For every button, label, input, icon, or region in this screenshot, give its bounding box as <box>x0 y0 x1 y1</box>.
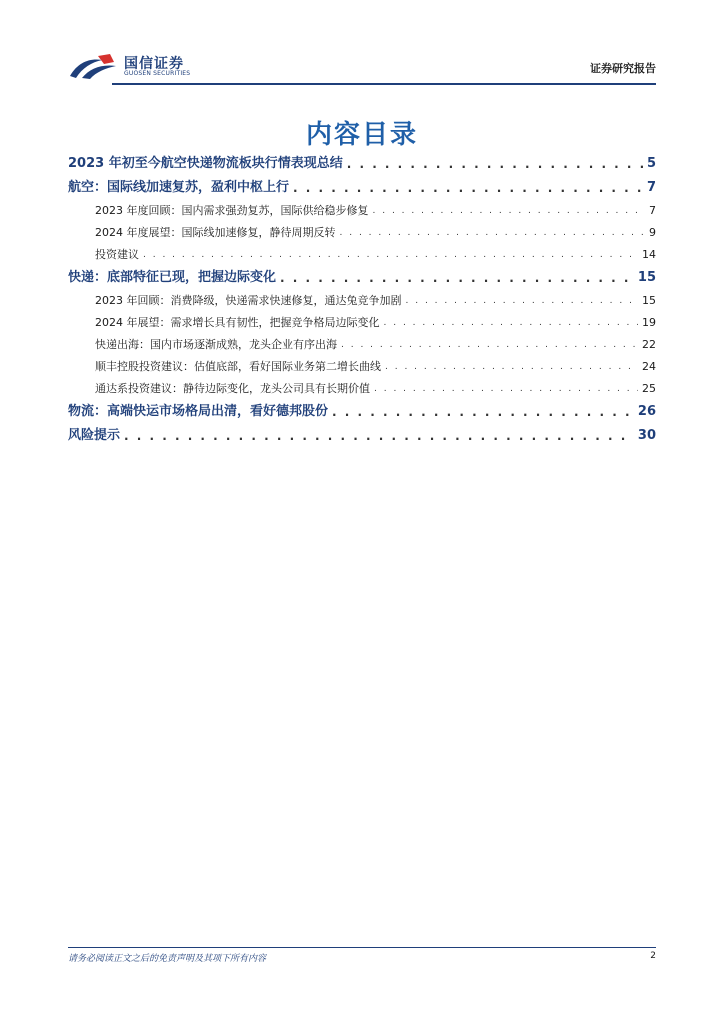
toc-entry-page: 24 <box>642 360 656 373</box>
toc-leader-dots <box>340 222 646 244</box>
toc-entry-label: 投资建议 <box>95 248 139 261</box>
toc-leader-dots <box>293 176 643 200</box>
toc-entry-subsection[interactable] <box>68 356 656 378</box>
toc-leader-dots <box>332 400 634 424</box>
toc-entry-subsection[interactable] <box>68 334 656 356</box>
toc-leader-dots <box>406 290 639 312</box>
toc-entry-section[interactable] <box>68 400 656 424</box>
toc-entry-page: 5 <box>646 156 656 171</box>
toc-entry-subsection[interactable] <box>68 222 656 244</box>
toc-entry-label: 2023 年度回顾：国内需求强劲复苏，国际供给稳步修复 <box>95 204 369 217</box>
toc-entry-page: 7 <box>646 180 656 195</box>
toc-entry-page: 15 <box>637 270 656 285</box>
toc-entry-label: 物流：高端快运市场格局出清，看好德邦股份 <box>68 404 329 419</box>
toc-leader-dots <box>280 266 634 290</box>
toc-entry-page: 14 <box>642 248 656 261</box>
toc-leader-dots <box>341 334 638 356</box>
toc-leader-dots <box>385 356 638 378</box>
footer-disclaimer: 请务必阅读正文之后的免责声明及其项下所有内容 <box>68 954 267 964</box>
footer-divider <box>68 947 656 948</box>
toc-leader-dots <box>143 244 638 266</box>
toc-entry-section[interactable] <box>68 266 656 290</box>
toc-entry-label: 航空：国际线加速复苏，盈利中枢上行 <box>68 180 290 195</box>
guosen-logo-icon <box>68 52 118 80</box>
toc-entry-label: 2024 年展望：需求增长具有韧性，把握竞争格局边际变化 <box>95 316 380 329</box>
header-divider <box>112 83 656 85</box>
toc-entry-subsection[interactable] <box>68 244 656 266</box>
report-type-label: 证券研究报告 <box>590 62 656 75</box>
toc-entry-page: 7 <box>649 204 656 217</box>
toc-entry-section[interactable] <box>68 424 656 448</box>
toc-leader-dots <box>374 378 638 400</box>
toc-entry-subsection[interactable] <box>68 200 656 222</box>
toc-entry-page: 26 <box>637 404 656 419</box>
toc-entry-page: 9 <box>649 226 656 239</box>
logo-english-name: GUOSEN SECURITIES <box>124 70 191 77</box>
toc-entry-subsection[interactable] <box>68 378 656 400</box>
toc-entry-label: 2024 年度展望：国际线加速修复，静待周期反转 <box>95 226 336 239</box>
toc-entry-page: 15 <box>642 294 656 307</box>
toc-entry-label: 顺丰控股投资建议：估值底部，看好国际业务第二增长曲线 <box>95 360 381 373</box>
toc-entry-label: 2023 年回顾：消费降级，快递需求快速修复，通达兔竞争加剧 <box>95 294 402 307</box>
toc-entry-subsection[interactable] <box>68 312 656 334</box>
toc-entry-page: 30 <box>637 428 656 443</box>
toc-entry-label: 通达系投资建议：静待边际变化，龙头公司具有长期价值 <box>95 382 370 395</box>
toc-entry-label: 2023 年初至今航空快递物流板块行情表现总结 <box>68 156 343 171</box>
toc-entry-section[interactable] <box>68 152 656 176</box>
toc-entry-section[interactable] <box>68 176 656 200</box>
toc-leader-dots <box>373 200 646 222</box>
toc-entry-label: 风险提示 <box>68 428 121 443</box>
toc-entry-subsection[interactable] <box>68 290 656 312</box>
toc-entry-page: 25 <box>642 382 656 395</box>
toc-leader-dots <box>384 312 639 334</box>
table-of-contents <box>68 152 656 448</box>
toc-title: 内容目录 <box>305 120 418 150</box>
toc-entry-label: 快递：底部特征已现，把握边际变化 <box>68 270 277 285</box>
toc-entry-page: 22 <box>642 338 656 351</box>
toc-leader-dots <box>347 152 643 176</box>
logo-chinese-name: 国信证券 <box>124 56 184 72</box>
page-header <box>68 50 656 82</box>
page-number: 2 <box>650 951 656 961</box>
toc-entry-page: 19 <box>642 316 656 329</box>
toc-entry-label: 快递出海：国内市场逐渐成熟，龙头企业有序出海 <box>95 338 337 351</box>
toc-leader-dots <box>124 424 634 448</box>
